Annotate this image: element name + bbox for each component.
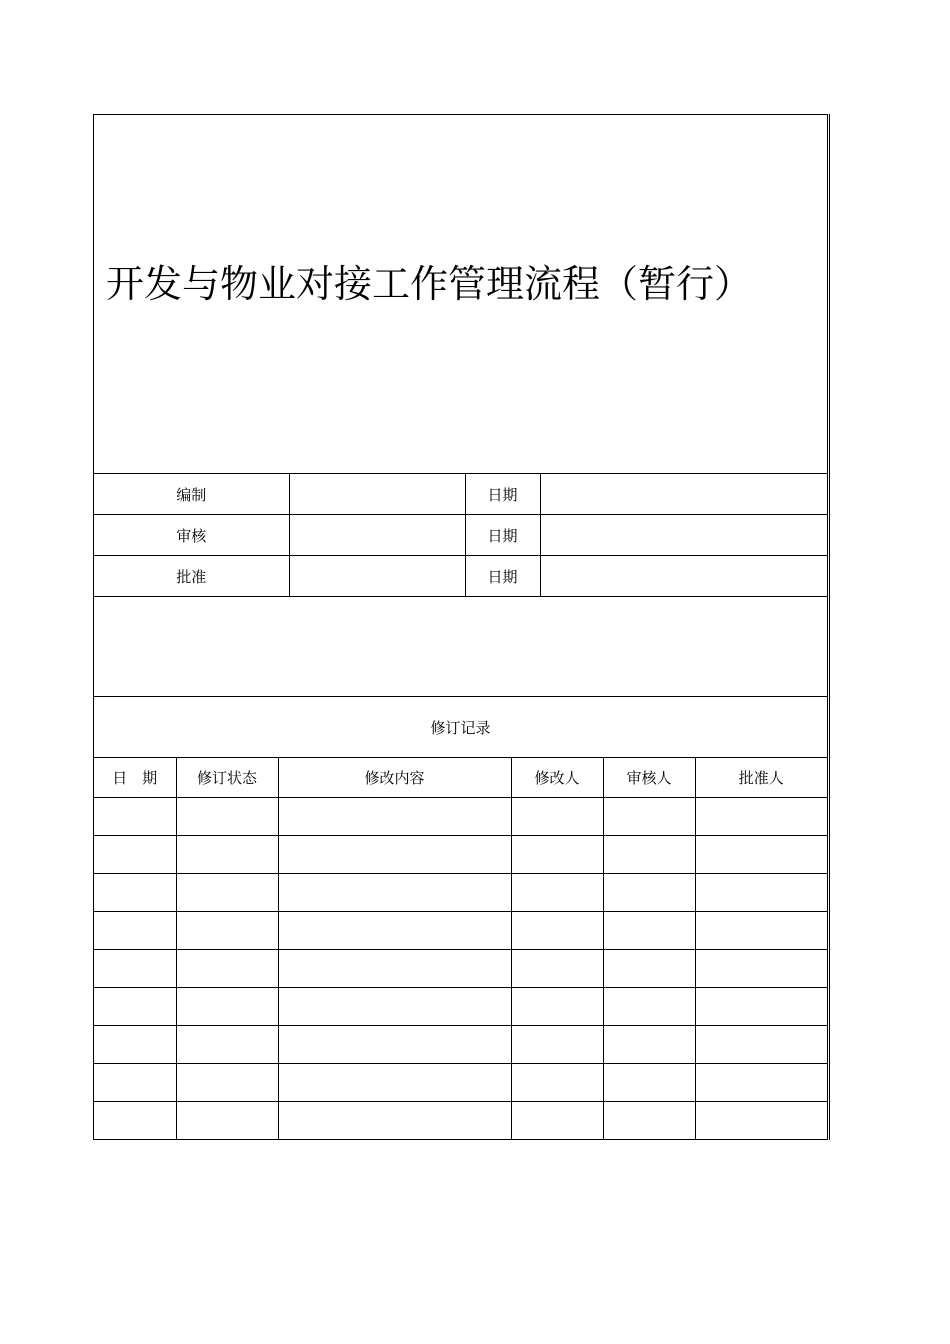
table-cell — [511, 1026, 603, 1064]
table-row — [94, 912, 827, 950]
approval-label: 审核 — [94, 515, 289, 556]
table-cell — [695, 1064, 827, 1102]
table-cell — [695, 836, 827, 874]
table-cell — [511, 798, 603, 836]
table-cell — [94, 1064, 176, 1102]
blank-section — [94, 596, 827, 697]
approval-label: 批准 — [94, 556, 289, 597]
approval-signature-cell — [289, 515, 465, 556]
table-cell — [176, 1026, 278, 1064]
column-header-reviewer: 审核人 — [603, 758, 695, 798]
table-cell — [278, 1102, 511, 1140]
table-cell — [511, 874, 603, 912]
approval-row-approve — [94, 556, 827, 597]
column-header-content: 修改内容 — [278, 758, 511, 798]
approval-row-compile — [94, 474, 827, 515]
table-cell — [511, 950, 603, 988]
approval-date-cell — [540, 515, 827, 556]
table-cell — [511, 988, 603, 1026]
table-cell — [94, 988, 176, 1026]
date-label: 日期 — [465, 474, 540, 515]
table-cell — [695, 1102, 827, 1140]
revision-table — [94, 758, 827, 1139]
table-cell — [94, 1026, 176, 1064]
table-cell — [511, 1102, 603, 1140]
table-cell — [94, 836, 176, 874]
table-cell — [603, 912, 695, 950]
table-row — [94, 798, 827, 836]
table-cell — [176, 874, 278, 912]
table-cell — [695, 1026, 827, 1064]
document-title: 开发与物业对接工作管理流程（暂行） — [106, 262, 753, 306]
table-cell — [278, 1026, 511, 1064]
table-row — [94, 988, 827, 1026]
table-cell — [176, 988, 278, 1026]
table-cell — [603, 836, 695, 874]
table-cell — [695, 912, 827, 950]
table-cell — [695, 798, 827, 836]
table-cell — [695, 874, 827, 912]
table-cell — [511, 1064, 603, 1102]
table-cell — [176, 1064, 278, 1102]
table-cell — [278, 988, 511, 1026]
approval-table — [94, 474, 827, 597]
table-cell — [176, 1102, 278, 1140]
table-row — [94, 1026, 827, 1064]
table-cell — [511, 912, 603, 950]
table-row — [94, 836, 827, 874]
revision-header-row — [94, 758, 827, 798]
table-cell — [176, 912, 278, 950]
table-cell — [278, 836, 511, 874]
table-cell — [695, 950, 827, 988]
table-row — [94, 950, 827, 988]
table-cell — [278, 950, 511, 988]
column-header-status: 修订状态 — [176, 758, 278, 798]
table-cell — [176, 836, 278, 874]
table-row — [94, 1102, 827, 1140]
table-cell — [278, 912, 511, 950]
table-cell — [176, 798, 278, 836]
approval-row-review — [94, 515, 827, 556]
table-row — [94, 1064, 827, 1102]
table-cell — [603, 988, 695, 1026]
approval-signature-cell — [289, 556, 465, 597]
table-cell — [94, 912, 176, 950]
table-cell — [94, 950, 176, 988]
table-cell — [603, 798, 695, 836]
table-cell — [278, 874, 511, 912]
table-cell — [176, 950, 278, 988]
column-header-modifier: 修改人 — [511, 758, 603, 798]
revision-heading: 修订记录 — [94, 697, 827, 758]
table-cell — [695, 988, 827, 1026]
title-block — [94, 115, 827, 474]
column-header-approver: 批准人 — [695, 758, 827, 798]
table-cell — [94, 798, 176, 836]
table-cell — [511, 836, 603, 874]
table-cell — [603, 950, 695, 988]
approval-date-cell — [540, 474, 827, 515]
table-cell — [94, 874, 176, 912]
approval-label: 编制 — [94, 474, 289, 515]
table-cell — [603, 1102, 695, 1140]
table-cell — [94, 1102, 176, 1140]
table-row — [94, 874, 827, 912]
table-cell — [603, 1064, 695, 1102]
table-cell — [278, 798, 511, 836]
approval-signature-cell — [289, 474, 465, 515]
document-sheet — [93, 114, 828, 1140]
date-label: 日期 — [465, 556, 540, 597]
table-cell — [278, 1064, 511, 1102]
approval-date-cell — [540, 556, 827, 597]
table-cell — [603, 1026, 695, 1064]
date-label: 日期 — [465, 515, 540, 556]
table-cell — [603, 874, 695, 912]
column-header-date: 日 期 — [94, 758, 176, 798]
